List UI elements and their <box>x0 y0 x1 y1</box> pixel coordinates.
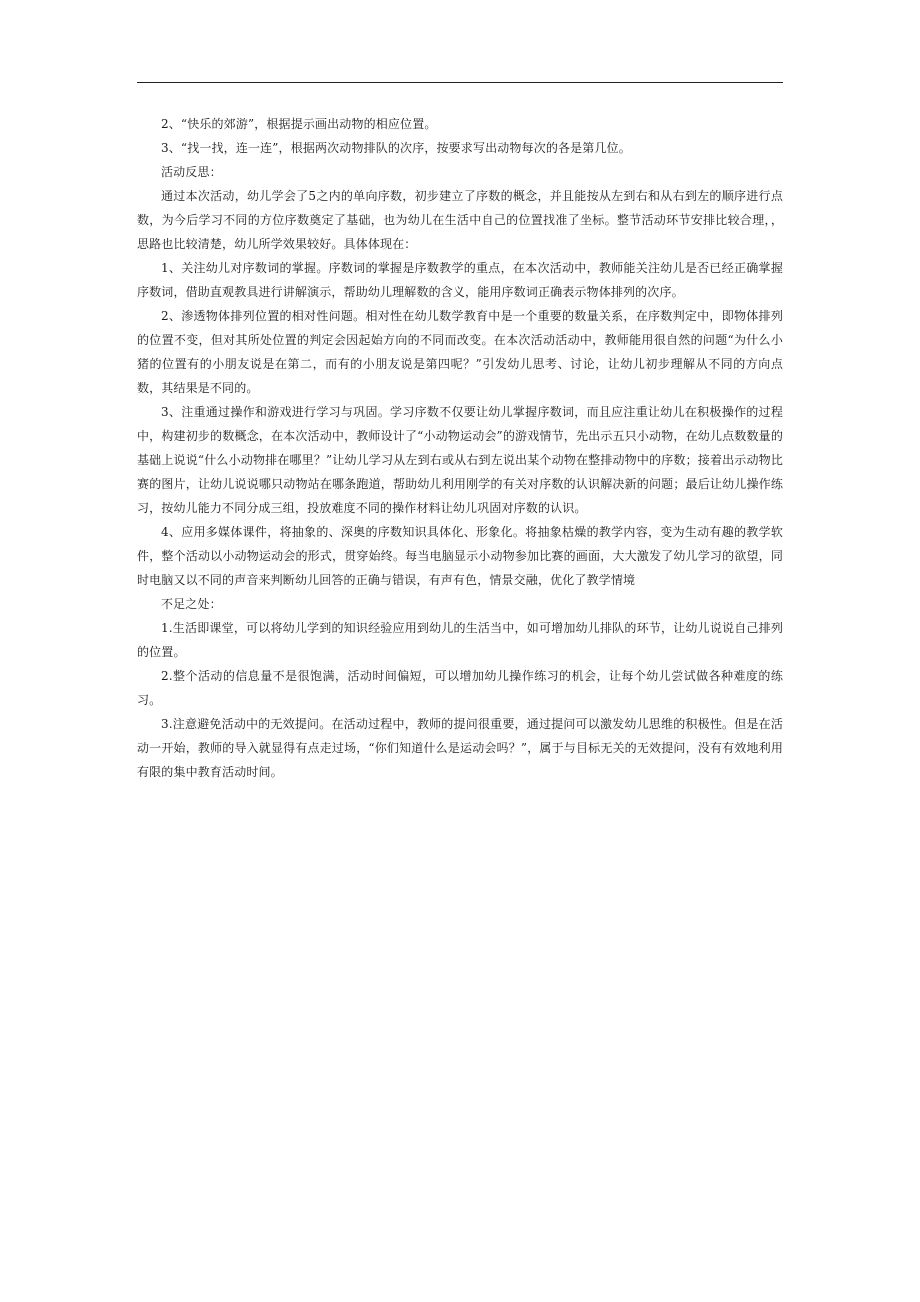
paragraph-item-2: 2、“快乐的郊游”，根据提示画出动物的相应位置。 <box>161 117 437 131</box>
paragraph-point-2: 2、渗透物体排列位置的相对性问题。相对性在幼儿数学教育中是一个重要的数量关系，在序数判定中，即物体排列的位置不变，但对其所处位置的判定会因起始方向的不同而改变。在本次活动活动中，教师能用很自然的问题“为什么小猪的位置有的小朋友说是在第二，而有的小朋友说是第四呢？”引发幼儿思考、讨论，让幼儿初步理解从不同的方向点数，其结果是不同的。 <box>137 309 783 395</box>
section-heading-shortcomings: 不足之处： <box>161 597 222 611</box>
paragraph-point-3: 3、注重通过操作和游戏进行学习与巩固。学习序数不仅要让幼儿掌握序数词，而且应注重让幼儿在积极操作的过程中，构建初步的数概念，在本次活动中，教师设计了“小动物运动会”的游戏情节，先出示五只小动物，在幼儿点数数量的基础上说说“什么小动物排在哪里？”让幼儿学习从左到右或从右到左说出某个动物在整排动物中的序数；接着出示动物比赛的图片，让幼儿说说哪只动物站在哪条跑道，帮助幼儿利用刚学的有关对序数的认识解决新的问题；最后让幼儿操作练习，按幼儿能力不同分成三组，投放难度不同的操作材料让幼儿巩固对序数的认识。 <box>137 405 783 515</box>
paragraph-shortcoming-3: 3.注意避免活动中的无效提问。在活动过程中，教师的提问很重要，通过提问可以激发幼儿思维的积极性。但是在活动一开始，教师的导入就显得有点走过场，“你们知道什么是运动会吗？”，属于与目标无关的无效提问，没有有效地利用有限的集中教育活动时间。 <box>137 717 783 779</box>
paragraph-summary: 通过本次活动，幼儿学会了5之内的单向序数，初步建立了序数的概念，并且能按从左到右和从右到左的顺序进行点数，为今后学习不同的方位序数奠定了基础，也为幼儿在生活中自己的位置找准了坐标。整节活动环节安排比较合理，，思路也比较清楚，幼儿所学效果较好。具体体现在： <box>137 189 783 251</box>
paragraph-shortcoming-2: 2.整个活动的信息量不是很饱满，活动时间偏短，可以增加幼儿操作练习的机会，让每个幼儿尝试做各种难度的练习。 <box>137 669 783 707</box>
header-rule <box>137 82 783 83</box>
paragraph-item-3: 3、“找一找，连一连”，根据两次动物排队的次序，按要求写出动物每次的各是第几位。 <box>161 141 631 155</box>
paragraph-shortcoming-1: 1.生活即课堂，可以将幼儿学到的知识经验应用到幼儿的生活当中，如可增加幼儿排队的环节，让幼儿说说自己排列的位置。 <box>137 621 783 659</box>
section-heading-reflection: 活动反思： <box>161 165 222 179</box>
document-body <box>137 112 783 784</box>
paragraph-point-1: 1、关注幼儿对序数词的掌握。序数词的掌握是序数教学的重点，在本次活动中，教师能关注幼儿是否已经正确掌握序数词，借助直观教具进行讲解演示，帮助幼儿理解数的含义，能用序数词正确表示物体排列的次序。 <box>137 261 783 299</box>
paragraph-point-4: 4、应用多媒体课件，将抽象的、深奥的序数知识具体化、形象化。将抽象枯燥的教学内容，变为生动有趣的教学软件，整个活动以小动物运动会的形式，贯穿始终。每当电脑显示小动物参加比赛的画面，大大激发了幼儿学习的欲望，同时电脑又以不同的声音来判断幼儿回答的正确与错误，有声有色，情景交融，优化了教学情境 <box>137 525 783 587</box>
